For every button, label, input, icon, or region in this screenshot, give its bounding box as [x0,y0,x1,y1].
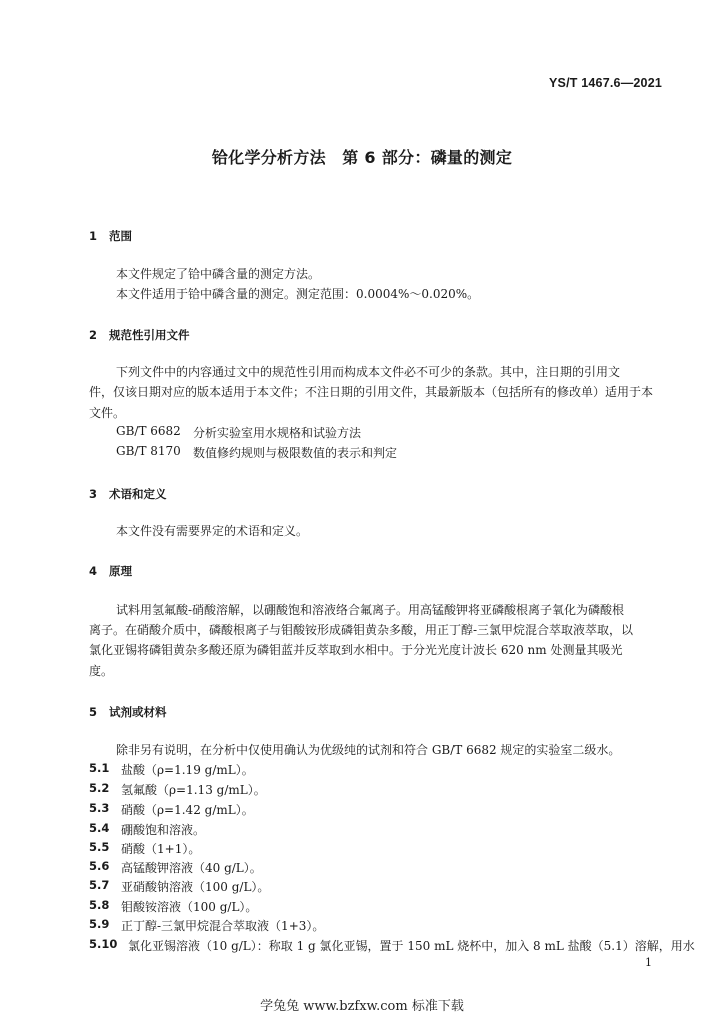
item-text: 钼酸铵溶液（100 g/L）。 [121,900,258,914]
reference-title: 分析实验室用水规格和试验方法 [193,426,362,440]
section-2-para-line-3: 文件。 [89,406,126,420]
section-4-para-line-2: 离子。在硝酸介质中，磷酸根离子与钼酸铵形成磷钼黄杂多酸，用正丁醇-三氯甲烷混合萃取液萃取，以 [89,623,634,637]
item-text: 亚硝酸钠溶液（100 g/L）。 [121,880,270,894]
section-5-heading [89,704,167,720]
item-text: 正丁醇-三氯甲烷混合萃取液（1+3）。 [121,919,325,933]
section-title: 原理 [109,564,132,578]
section-1-para-2: 本文件适用于铪中磷含量的测定。测定范围：0.0004%～0.020%。 [116,287,480,301]
item-text: 盐酸（ρ=1.19 g/mL）。 [121,763,254,777]
section-number: 1 [89,229,98,243]
reference-code: GB/T 8170 [116,444,181,458]
section-title: 试剂或材料 [109,705,167,719]
item-number: 5.8 [89,898,110,912]
item-text: 硝酸（1+1）。 [121,842,201,856]
item-text: 硼酸饱和溶液。 [121,823,206,837]
reference-title: 数值修约规则与极限数值的表示和判定 [193,446,398,460]
section-title: 术语和定义 [109,487,167,501]
section-2-para-line-2: 件，仅该日期对应的版本适用于本文件；不注日期的引用文件，其最新版本（包括所有的修改单）适用于本 [89,385,654,399]
item-number: 5.6 [89,859,110,873]
section-4-para-line-4: 度。 [89,664,114,678]
item-number: 5.10 [89,937,118,951]
section-title: 范围 [109,229,132,243]
item-text: 氢氟酸（ρ=1.13 g/mL）。 [121,783,266,797]
section-3-heading [89,486,167,502]
section-title: 规范性引用文件 [109,328,190,342]
item-number: 5.9 [89,917,110,931]
item-number: 5.3 [89,801,110,815]
item-number: 5.1 [89,761,110,775]
item-number: 5.4 [89,821,110,835]
section-number: 4 [89,564,98,578]
section-1-para-1: 本文件规定了铪中磷含量的测定方法。 [116,267,321,281]
item-number: 5.5 [89,840,110,854]
section-3-para-1: 本文件没有需要界定的术语和定义。 [116,524,309,538]
page-number: 1 [645,956,652,969]
section-2-heading [89,327,190,343]
item-text: 硝酸（ρ=1.42 g/mL）。 [121,803,254,817]
section-4-heading [89,563,132,579]
item-number: 5.7 [89,878,110,892]
section-number: 5 [89,705,98,719]
section-1-heading [89,228,132,244]
footer-watermark: 学兔兔 www.bzfxw.com 标准下载 [260,999,464,1014]
document-title: 铪化学分析方法 第 6 部分：磷量的测定 [211,148,513,167]
section-4-para-line-1: 试料用氢氟酸-硝酸溶解，以硼酸饱和溶液络合氟离子。用高锰酸钾将亚磷酸根离子氧化为磷酸根 [116,603,625,617]
item-text: 高锰酸钾溶液（40 g/L）。 [121,861,262,875]
section-number: 3 [89,487,98,501]
item-text: 氯化亚锡溶液（10 g/L）：称取 1 g 氯化亚锡，置于 150 mL 烧杯中，加入 8 mL 盐酸（5.1）溶解，用水 [128,939,695,953]
standard-code: YS/T 1467.6—2021 [549,76,662,90]
reference-code: GB/T 6682 [116,424,181,438]
section-5-intro: 除非另有说明，在分析中仅使用确认为优级纯的试剂和符合 GB/T 6682 规定的实验室二级水。 [116,743,621,757]
item-number: 5.2 [89,781,110,795]
section-2-para-line-1: 下列文件中的内容通过文中的规范性引用而构成本文件必不可少的条款。其中，注日期的引用文 [116,365,621,379]
section-number: 2 [89,328,98,342]
section-4-para-line-3: 氯化亚锡将磷钼黄杂多酸还原为磷钼蓝并反萃取到水相中。于分光光度计波长 620 nm 处测量其吸光 [89,643,623,657]
